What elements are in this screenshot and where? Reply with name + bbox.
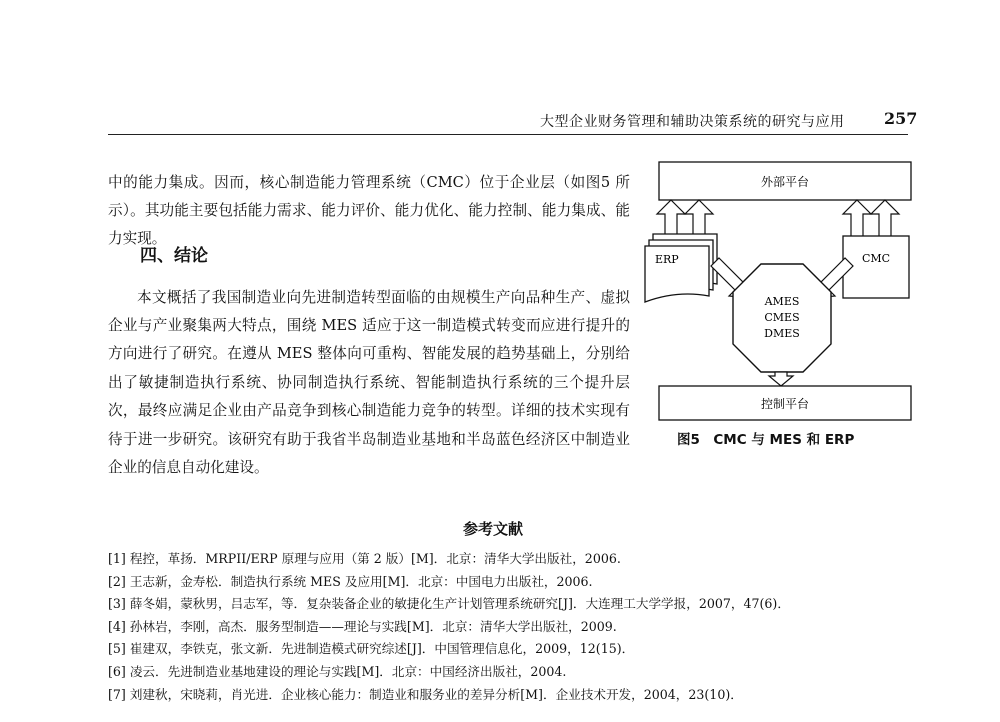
figure-cmc-mes-erp xyxy=(643,160,913,422)
reference-item: [3] 薛冬娟，蒙秋男，吕志军，等．复杂装备企业的敏捷化生产计划管理系统研究[J]．大连理工大学学报，2007，47(6)． xyxy=(108,596,790,612)
mes-line-dmes: DMES xyxy=(764,327,800,340)
body-paragraph-2: 本文概括了我国制造业向先进制造转型面临的由规模生产向品种生产、虚拟企业与产业聚集两大特点，围绕 MES 适应于这一制造模式转变而应进行提升的方向进行了研究。在遵从 MES 整体向可重构、智能发展的趋势基础上，分别给出了敏捷制造执行系统、协同制造执行系统、智能制造执行系统的三个提升层次，最终应满足企业由产品竞争到核心制造能力竞争的转型。详细的技术实现有待于进一步研究。该研究有助于我省半岛制造业基地和半岛蓝色经济区中制造业企业的信息自动化建设。 xyxy=(108,288,630,477)
reference-item: [1] 程控，革扬．MRPII/ERP 原理与应用（第 2 版）[M]．北京：清华大学出版社，2006. xyxy=(108,551,621,566)
cmc-label: CMC xyxy=(861,252,891,265)
mes-line-cmes: CMES xyxy=(764,311,800,324)
external-platform-label: 外部平台 xyxy=(760,175,810,189)
arrow-down-center xyxy=(769,372,793,386)
running-header-title: 大型企业财务管理和辅助决策系统的研究与应用 xyxy=(540,114,845,130)
mes-line-ames: AMES xyxy=(764,295,800,308)
cmc-box xyxy=(843,236,909,298)
figure-caption: 图5 CMC 与 MES 和 ERP xyxy=(677,432,855,448)
reference-item: [4] 孙林岩，李刚，高杰．服务型制造——理论与实践[M]．北京：清华大学出版社，2009. xyxy=(108,618,617,634)
section-heading: 四、结论 xyxy=(140,246,208,266)
erp-box xyxy=(645,234,717,302)
reference-item: [6] 凌云．先进制造业基地建设的理论与实践[M]．北京：中国经济出版社，2004. xyxy=(108,663,567,679)
page-number: 257 xyxy=(884,109,918,128)
control-platform-label: 控制平台 xyxy=(760,397,810,411)
erp-label: ERP xyxy=(655,253,679,266)
references-list xyxy=(108,548,928,706)
arrow-up-right xyxy=(843,200,899,240)
reference-item: [5] 崔建双，李铁克，张文新．先进制造模式研究综述[J]．中国管理信息化，2009，12(15)． xyxy=(108,641,635,657)
reference-item: [7] 刘建秋，宋晓莉，肖光进．企业核心能力：制造业和服务业的差异分析[M]．企业技术开发，2004，23(10)． xyxy=(108,686,743,702)
body-paragraph-1: 中的能力集成。因而，核心制造能力管理系统（CMC）位于企业层（如图5 所示）。其功能主要包括能力需求、能力评价、能力优化、能力控制、能力集成、能力实现。 xyxy=(108,173,630,248)
reference-item: [2] 王志新，金寿松．制造执行系统 MES 及应用[M]．北京：中国电力出版社，2006. xyxy=(108,573,593,589)
header-rule xyxy=(108,134,908,135)
references-title: 参考文献 xyxy=(463,520,524,538)
